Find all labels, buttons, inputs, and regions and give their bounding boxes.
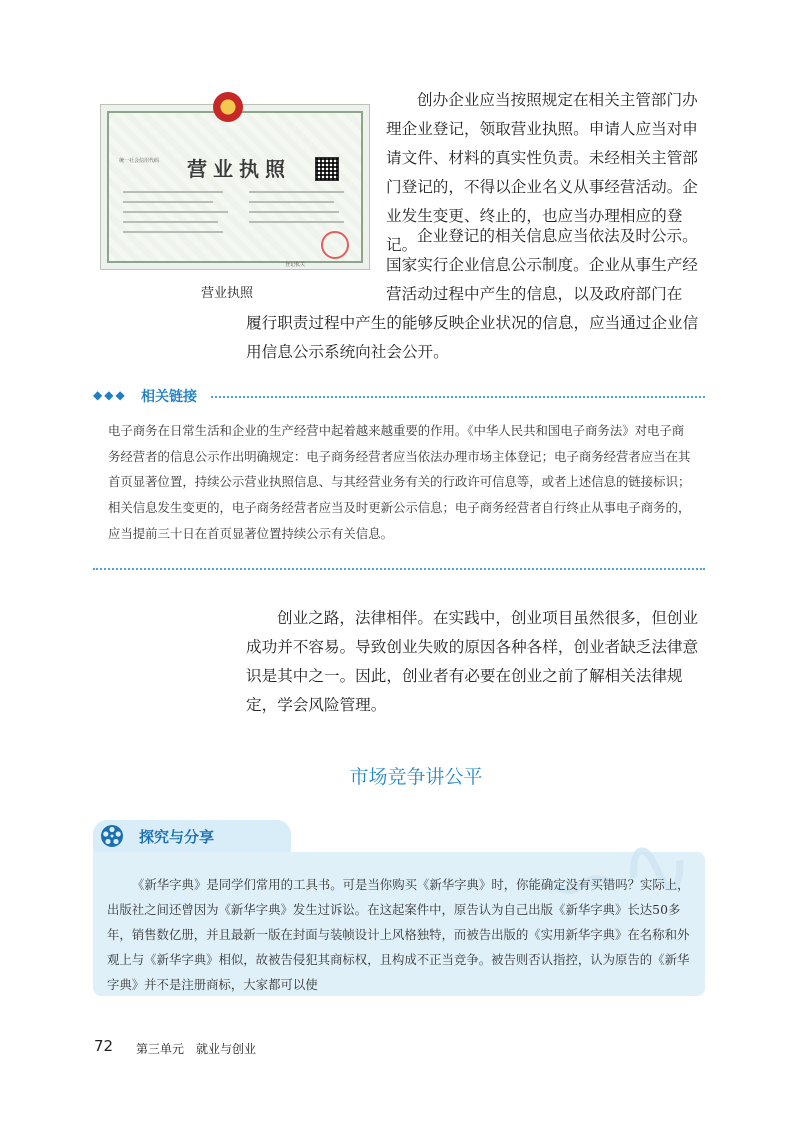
page-number: 72: [94, 1037, 114, 1055]
dotted-divider-bottom: [93, 568, 705, 570]
film-reel-icon: [99, 823, 127, 849]
footer-unit-title: 第三单元 就业与创业: [136, 1042, 257, 1056]
paragraph-entrepreneurship-law: [246, 604, 704, 720]
paragraph-disclosure-head-text: 企业登记的相关信息应当依法及时公示。国家实行企业信息公示制度。企业从事生产经营活动过程中产生的信息，以及政府部门在: [386, 227, 698, 303]
explore-share-tab: [93, 820, 291, 852]
paragraph-disclosure-head: [386, 222, 704, 309]
figure-caption: 营业执照: [201, 286, 254, 301]
explore-share-body: [107, 872, 691, 997]
license-text-line: [249, 191, 344, 193]
license-text-line: [249, 211, 339, 213]
license-code-label: 统一社会信用代码: [119, 158, 160, 164]
explore-share-title: 探究与分享: [139, 828, 215, 846]
related-link-title: 相关链接: [141, 389, 197, 405]
license-text-line: [123, 231, 223, 233]
license-text-line: [123, 211, 228, 213]
national-emblem-icon: [213, 92, 243, 122]
paragraph-disclosure-tail: 履行职责过程中产生的能够反映企业状况的信息，应当通过企业信用信息公示系统向社会公开。: [246, 314, 699, 361]
related-link-body: 电子商务在日常生活和企业的生产经营中起着越来越重要的作用。《中华人民共和国电子商务法》对电子商务经营者的信息公示作出明确规定：电子商务经营者应当依法办理市场主体登记；电子商务经营者应当在其首页显著位置，持续公示营业执照信息、与其经营业务有关的行政许可信息等，或者上述信息的链接标识；相关信息发生变更的，电子商务经营者应当及时更新公示信息；电子商务经营者自行终止从事电子商务的，应当提前三十日在首页显著位置持续公示有关信息。: [108, 423, 691, 541]
license-text-line: [123, 201, 213, 203]
license-text-line: [123, 191, 223, 193]
paragraph-disclosure: [246, 222, 704, 367]
qr-code-icon: [315, 157, 339, 181]
paragraph-registration-text: 创办企业应当按照规定在相关主管部门办理企业登记，领取营业执照。申请人应当对申请文件、材料的真实性负责。未经相关主管部门登记的，不得以企业名义从事经营活动。企业发生变更、终止的，也应当办理相应的登记。: [386, 91, 698, 254]
license-text-line: [123, 221, 218, 223]
section-heading: 市场竞争讲公平: [349, 766, 483, 788]
license-seal-label: 登记机关: [285, 262, 306, 268]
dotted-divider: [211, 396, 705, 398]
license-title: 营业执照: [187, 157, 291, 181]
license-text-line: [249, 201, 334, 203]
watermark-decoration: ∽∿: [534, 807, 705, 942]
explore-share-body-text: 《新华字典》是同学们常用的工具书。可是当你购买《新华字典》时，你能确定没有买错吗？实际上，出版社之间还曾因为《新华字典》发生过诉讼。在这起案件中，原告认为自己出版《新华字典》长达50多年，销售数亿册，并且最新一版在封面与装帧设计上风格独特，而被告出版的《实用新华字典》在名称和外观上与《新华字典》相似，故被告侵犯其商标权，且构成不正当竞争。被告则否认指控，认为原告的《新华字典》并不是注册商标，大家都可以使: [107, 877, 690, 992]
paragraph-entrepreneurship-law-text: 创业之路，法律相伴。在实践中，创业项目虽然很多，但创业成功并不容易。导致创业失败的原因各种各样，创业者缺乏法律意识是其中之一。因此，创业者有必要在创业之前了解相关法律规定，学会风险管理。: [246, 609, 699, 714]
diamond-icon: ◆◆◆: [93, 388, 127, 402]
related-link-header: [93, 386, 705, 406]
